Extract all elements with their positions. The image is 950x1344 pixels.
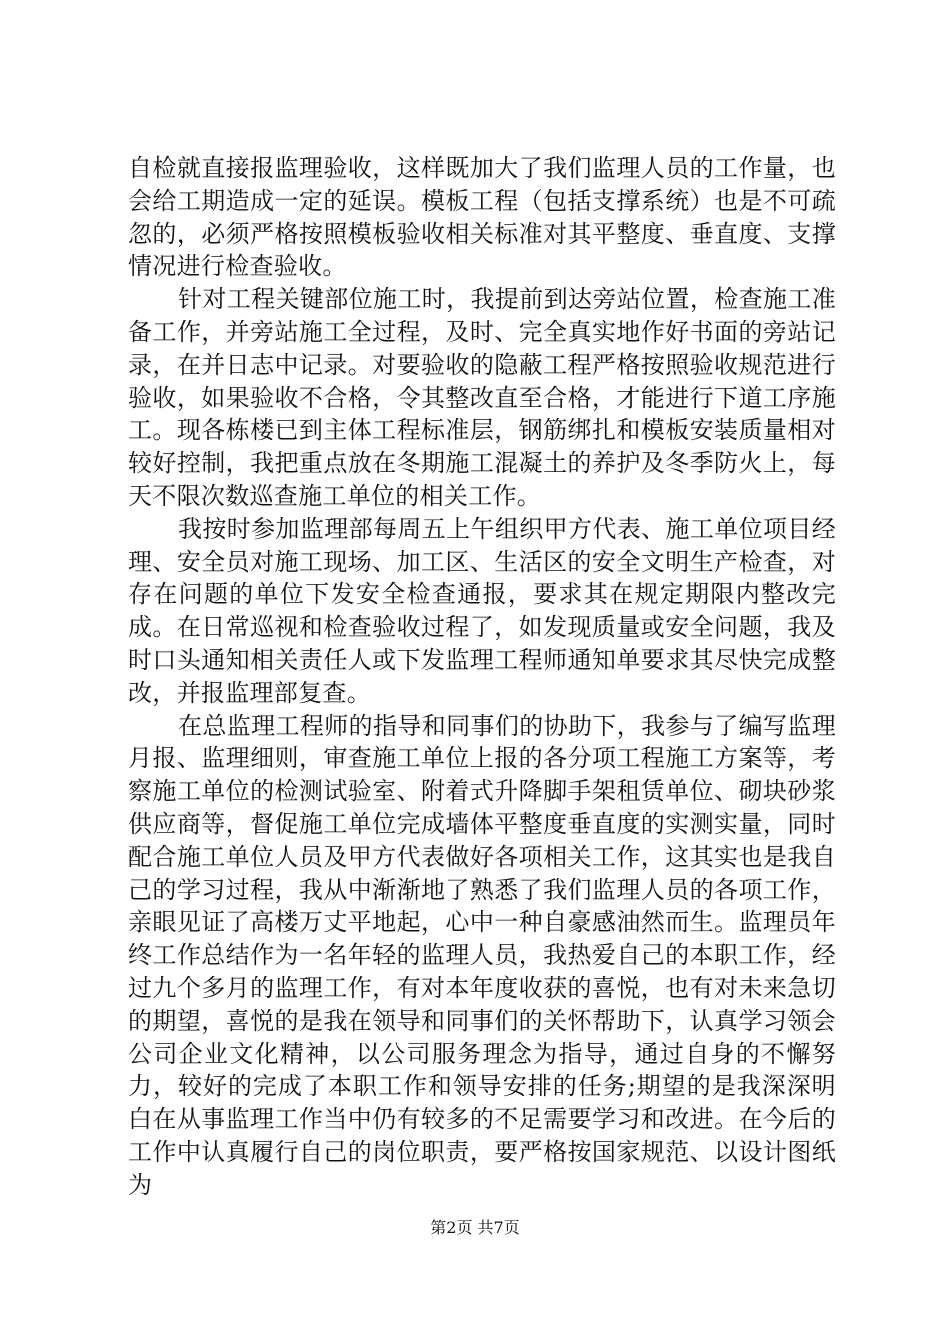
paragraph-4: 在总监理工程师的指导和同事们的协助下，我参与了编写监理月报、监理细则，审查施工单位上报的各分项工程施工方案等，考察施工单位的检测试验室、附着式升降脚手架租赁单位、砌块砂浆供应商等，督促施工单位完成墙体平整度垂直度的实测实量，同时配合施工单位人员及甲方代表做好各项相关工作，这其实也是我自己的学习过程，我从中渐渐地了熟悉了我们监理人员的各项工作，亲眼见证了高楼万丈平地起，心中一种自豪感油然而生。监理员年终工作总结作为一名年轻的监理人员，我热爱自己的本职工作，经过九个多月的监理工作，有对本年度收获的喜悦，也有对未来急切的期望，喜悦的是我在领导和同事们的关怀帮助下，认真学习领会公司企业文化精神，以公司服务理念为指导，通过自身的不懈努力，较好的完成了本职工作和领导安排的任务;期望的是我深深明白在从事监理工作当中仍有较多的不足需要学习和改进。在今后的工作中认真履行自己的岗位职责，要严格按国家规范、以设计图纸为 xyxy=(128,711,836,1199)
paragraph-1: 自检就直接报监理验收，这样既加大了我们监理人员的工作量，也会给工期造成一定的延误。模板工程（包括支撑系统）也是不可疏忽的，必须严格按照模板验收相关标准对其平整度、垂直度、支撑情况进行检查验收。 xyxy=(128,154,836,281)
document-body xyxy=(128,152,836,1202)
page-number-footer: 第2页 共7页 xyxy=(430,1218,520,1237)
paragraph-2: 针对工程关键部位施工时，我提前到达旁站位置，检查施工准备工作，并旁站施工全过程，及时、完全真实地作好书面的旁站记录，在并日志中记录。对要验收的隐蔽工程严格按照验收规范进行验收，如果验收不合格，令其整改直至合格，才能进行下道工序施工。现各栋楼已到主体工程标准层，钢筋绑扎和模板安装质量相对较好控制，我把重点放在冬期施工混凝土的养护及冬季防火上，每天不限次数巡查施工单位的相关工作。 xyxy=(128,285,836,510)
paragraph-3: 我按时参加监理部每周五上午组织甲方代表、施工单位项目经理、安全员对施工现场、加工区、生活区的安全文明生产检查，对存在问题的单位下发安全检查通报，要求其在规定期限内整改完成。在日常巡视和检查验收过程了，如发现质量或安全问题，我及时口头通知相关责任人或下发监理工程师通知单要求其尽快完成整改，并报监理部复查。 xyxy=(128,514,836,707)
